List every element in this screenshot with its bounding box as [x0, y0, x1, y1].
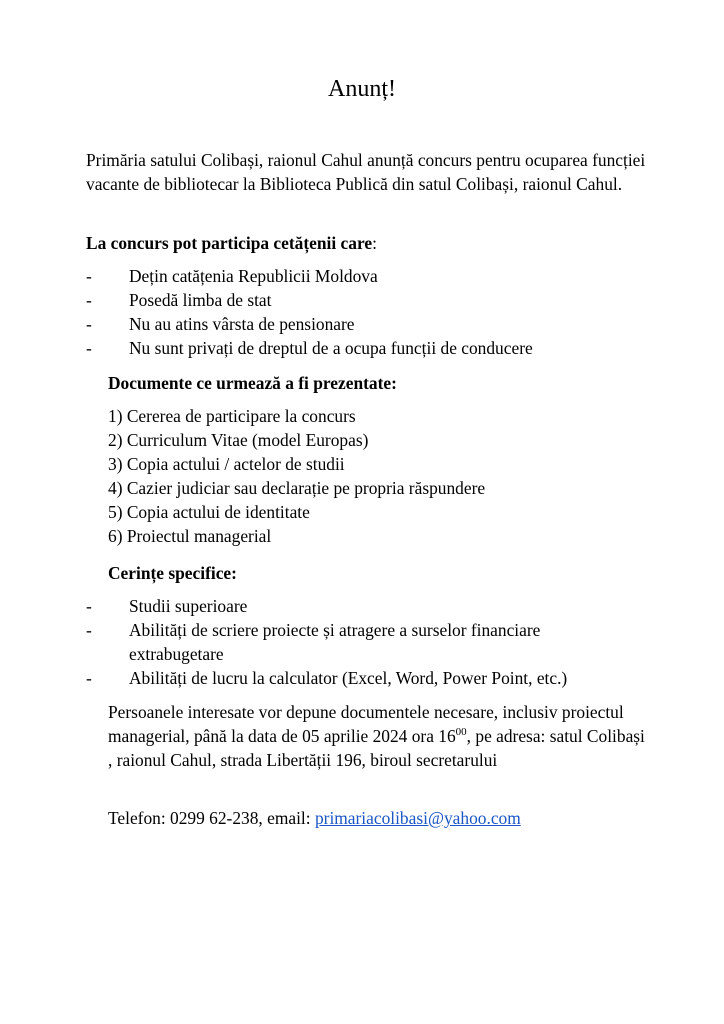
list-item-text: Nu sunt privați de dreptul de a ocupa funcții de conducere [129, 338, 533, 358]
documents-heading: Documente ce urmează a fi prezentate: [108, 373, 397, 393]
requirements-heading: Cerințe specifice: [108, 563, 237, 583]
contact-line [108, 806, 668, 830]
list-item: 3) Copia actului / actelor de studii [108, 454, 345, 474]
bullet-marker: - [86, 314, 92, 334]
list-item: 4) Cazier judiciar sau declarație pe propria răspundere [108, 478, 486, 498]
eligibility-heading [86, 231, 377, 255]
bullet-marker: - [86, 596, 92, 616]
eligibility-heading-colon: : [372, 233, 377, 253]
bullet-marker: - [86, 620, 92, 640]
list-item [86, 618, 599, 666]
documents-list [108, 404, 668, 548]
list-item-text: Studii superioare [129, 596, 248, 616]
list-item: 2) Curriculum Vitae (model Europas) [108, 430, 369, 450]
deadline-paragraph [108, 700, 653, 772]
bullet-marker: - [86, 290, 92, 310]
eligibility-heading-text: La concurs pot participa cetățenii care [86, 233, 373, 253]
list-item [86, 594, 666, 618]
list-item-text: Posedă limba de stat [129, 290, 272, 310]
page-title: Anunț! [328, 76, 396, 102]
bullet-marker: - [86, 266, 92, 286]
list-item [86, 288, 686, 312]
list-item-text: Dețin catățenia Republicii Moldova [129, 266, 378, 286]
requirements-list [86, 594, 666, 690]
bullet-marker: - [86, 338, 92, 358]
list-item: 6) Proiectul managerial [108, 526, 272, 546]
list-item-text: Nu au atins vârsta de pensionare [129, 314, 355, 334]
deadline-hour-superscript: 00 [455, 726, 467, 738]
deadline-text-before: Persoanele interesate vor depune documentele necesare, inclusiv proiectul managerial, până la data de 05 aprilie 2024 ora 16 [108, 702, 624, 746]
contact-prefix: Telefon: 0299 62-238, email: [108, 808, 315, 828]
intro-paragraph: Primăria satului Colibași, raionul Cahul anunță concurs pentru ocuparea funcției vacante de bibliotecar la Biblioteca Publică din satul Colibași, raionul Cahul. [86, 150, 646, 194]
list-item [86, 312, 686, 336]
list-item-text: Abilități de scriere proiecte și atragere a surselor financiare extrabugetare [129, 620, 541, 664]
eligibility-list [86, 264, 686, 360]
list-item: 5) Copia actului de identitate [108, 502, 310, 522]
list-item [86, 264, 686, 288]
list-item-text: Abilități de lucru la calculator (Excel, Word, Power Point, etc.) [129, 668, 568, 688]
list-item [86, 666, 666, 690]
list-item [86, 336, 686, 360]
deadline-text-after: , pe adresa: satul Colibași , raionul Cahul, strada Libertății 196, biroul secretarului [108, 726, 645, 770]
bullet-marker: - [86, 668, 92, 688]
email-link[interactable]: primariacolibasi@yahoo.com [314, 808, 521, 828]
list-item: 1) Cererea de participare la concurs [108, 406, 356, 426]
